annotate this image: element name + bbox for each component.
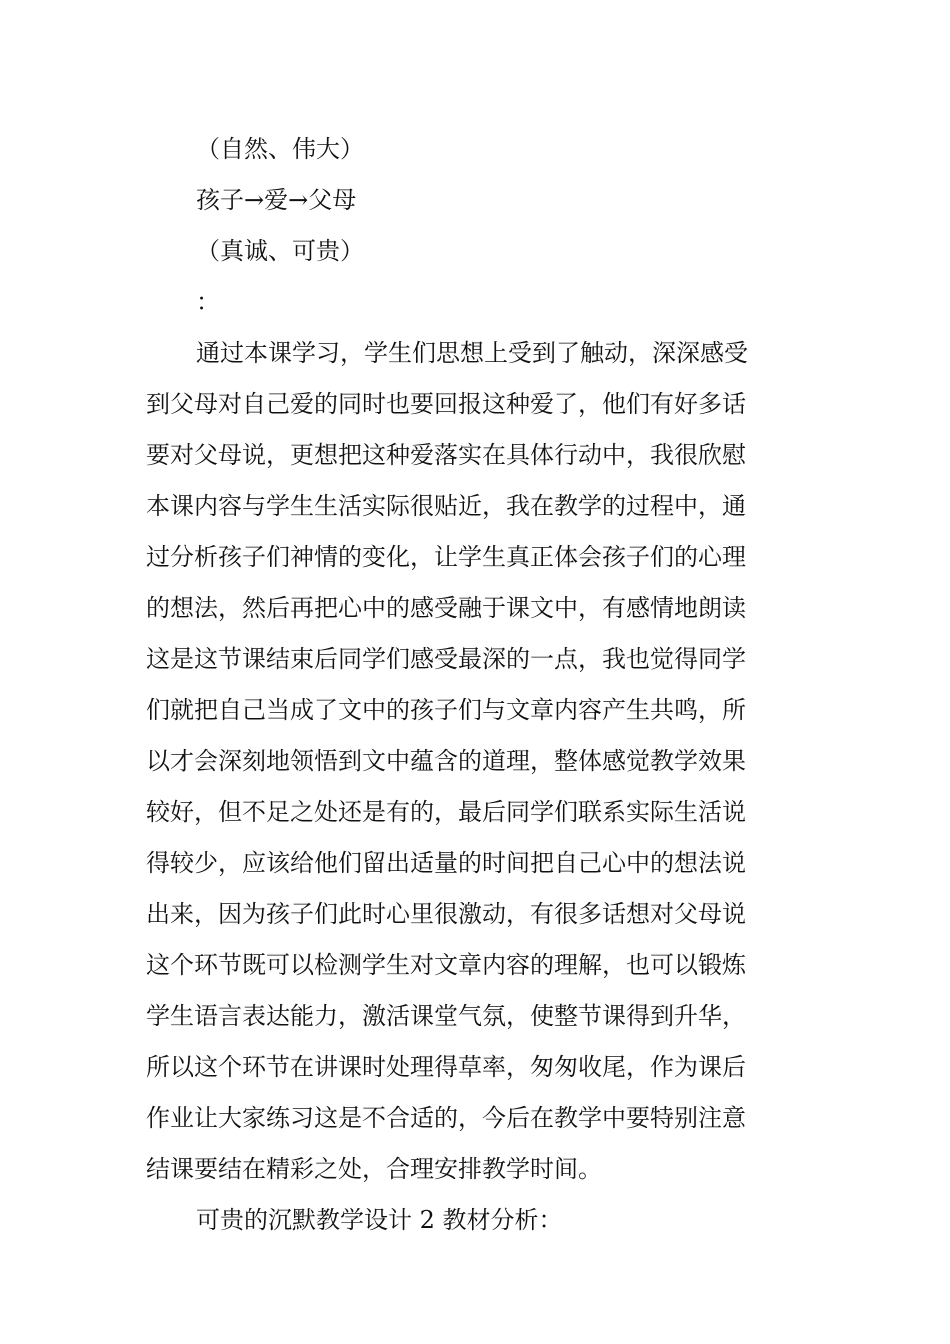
- short-line-child-love-parents: 孩子→爱→父母: [196, 186, 357, 214]
- paragraph-line: 出来，因为孩子们此时心里很激动，有很多话想对父母说: [146, 900, 746, 928]
- short-line-colon: ：: [196, 288, 220, 316]
- paragraph-line: 的想法，然后再把心中的感受融于课文中，有感情地朗读: [146, 594, 746, 622]
- short-line-sincere-precious: （真诚、可贵）: [196, 237, 364, 265]
- paragraph-line: 通过本课学习，学生们思想上受到了触动，深深感受: [196, 339, 748, 367]
- paragraph-line: 本课内容与学生生活实际很贴近，我在教学的过程中，通: [146, 492, 746, 520]
- paragraph-line: 要对父母说，更想把这种爱落实在具体行动中，我很欣慰: [146, 441, 746, 469]
- paragraph-line: 结课要结在精彩之处，合理安排教学时间。: [146, 1155, 602, 1183]
- paragraph-line: 作业让大家练习这是不合适的，今后在教学中要特别注意: [146, 1104, 746, 1132]
- paragraph-line: 以才会深刻地领悟到文中蕴含的道理，整体感觉教学效果: [146, 747, 746, 775]
- paragraph-line: 过分析孩子们神情的变化，让学生真正体会孩子们的心理: [146, 543, 746, 571]
- paragraph-line: 所以这个环节在讲课时处理得草率，匆匆收尾，作为课后: [146, 1053, 746, 1081]
- paragraph-line: 得较少，应该给他们留出适量的时间把自己心中的想法说: [146, 849, 746, 877]
- paragraph-line: 到父母对自己爱的同时也要回报这种爱了，他们有好多话: [146, 390, 746, 418]
- paragraph-line: 较好，但不足之处还是有的，最后同学们联系实际生活说: [146, 798, 746, 826]
- short-line-nature-great: （自然、伟大）: [196, 135, 364, 163]
- paragraph-line: 们就把自己当成了文中的孩子们与文章内容产生共鸣，所: [146, 696, 746, 724]
- section-heading: 可贵的沉默教学设计 2 教材分析：: [196, 1206, 563, 1234]
- paragraph-line: 这个环节既可以检测学生对文章内容的理解，也可以锻炼: [146, 951, 746, 979]
- paragraph-line: 学生语言表达能力，激活课堂气氛，使整节课得到升华，: [146, 1002, 746, 1030]
- paragraph-line: 这是这节课结束后同学们感受最深的一点，我也觉得同学: [146, 645, 746, 673]
